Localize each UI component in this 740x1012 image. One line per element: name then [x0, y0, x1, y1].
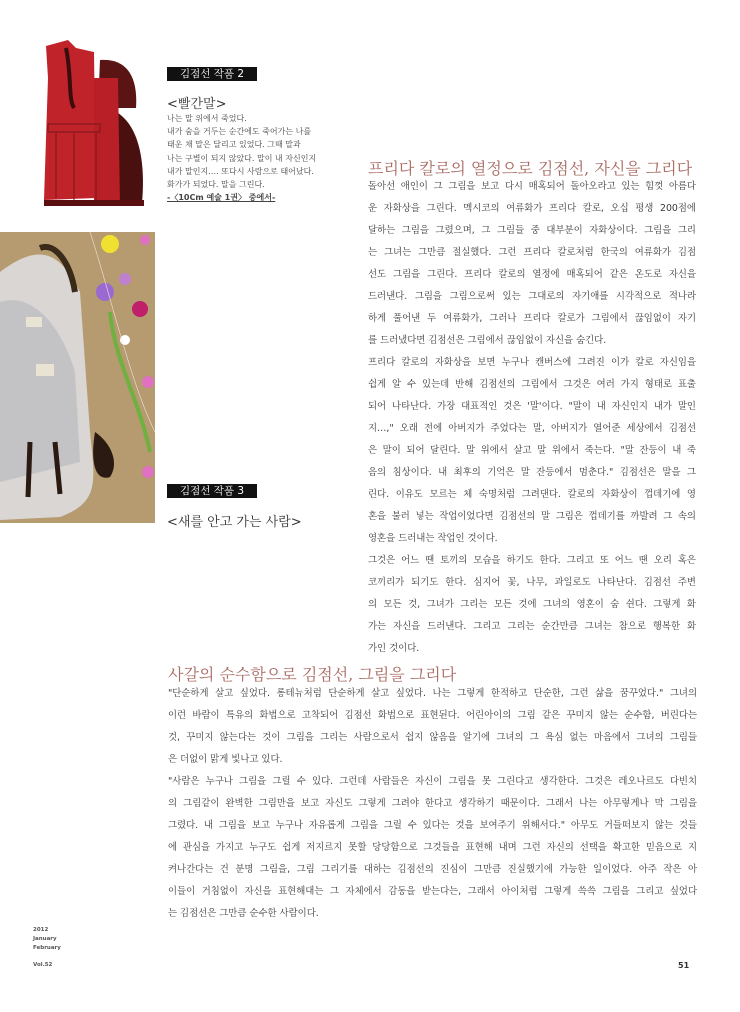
section2-body — [168, 683, 697, 925]
body-line: 혼을 불러 넣는 작업이었다면 김점선의 말 그림은 껍데기를 까발려 그 속의 — [368, 511, 696, 522]
poem-line: 내가 숨을 거두는 순간에도 죽어가는 나를 — [167, 127, 312, 137]
body-line: 의 그림같이 완벽한 그림만을 보고 자신도 그렇게 그려야 한다고 생각하기 때문이다. 그래서 나는 아무렇게나 막 그림을 — [168, 798, 697, 809]
body-line: 것, 꾸미지 않는다는 것이 그림을 그리는 사람으로서 쉽지 않음을 알기에 그녀의 그 욕심 없는 마음에서 그녀의 그림들 — [168, 732, 697, 743]
issue-month-2: February — [33, 945, 61, 951]
body-line: 켜나간다는 건 분명 그림을, 그림 그리기를 대하는 김점선의 진심이 그만큼 진실했기에 가능한 일이었다. 아주 작은 아 — [168, 864, 697, 875]
body-line: 코끼리가 되기도 한다. 심지어 꽃, 나무, 과일로도 나타난다. 김점선 주변 — [368, 577, 696, 588]
artwork2-poem — [167, 112, 316, 204]
body-line: 운 자화상을 그린다. 멕시코의 여류화가 프리다 칼로, 오십 평생 200점에 — [368, 203, 696, 214]
body-line: 에 관심을 가지고 누구도 쉽게 저지르지 못할 당당함으로 그것들을 표현해 내며 그런 자신의 선택을 확고한 믿음으로 지 — [168, 842, 697, 853]
body-line: 드러낸다. 그림을 그림으로써 있는 그대로의 자기애를 시각적으로 적나라 — [368, 291, 696, 302]
section2-heading: 사갈의 순수함으로 김점선, 그림을 그리다 — [168, 665, 457, 684]
body-line: 그렸다. 내 그림을 보고 누구나 자유롭게 그림을 그릴 수 있다는 것을 보여주기 위해서다." 아무도 거들떠보지 않는 것들 — [168, 820, 697, 831]
body-line: 이들이 거침없이 자신을 표현해대는 그 자체에서 감동을 받는다는, 그래서 아이처럼 그렇게 쓱쓱 그림을 그리고 싶었다 — [168, 886, 697, 897]
body-line: 의 모든 것, 그녀가 그리는 모든 것에 그녀의 영혼이 숨 쉰다. 그렇게 화 — [368, 599, 696, 610]
body-line: 달하는 그림을 그렸으며, 그 그림들 중 대부분이 자화상이다. 그림을 그리 — [368, 225, 696, 236]
body-line: 를 드러냈다면 김점선은 그림에서 끊임없이 자신을 숨긴다. — [368, 335, 607, 346]
body-line: 은 더없이 맑게 빛나고 있다. — [168, 754, 283, 765]
body-line: 선도 그림을 그린다. 프리다 칼로의 열정에 매혹되어 같은 온도로 자신을 — [368, 269, 696, 280]
artwork-red-horse-image — [38, 38, 150, 210]
poem-line: 화가가 되었다. 말을 그린다. — [167, 180, 265, 190]
body-line: 쉽게 알 수 있는데 반해 김점선의 그림에서 그것은 여러 가지 형태로 표출 — [368, 379, 696, 390]
body-line: 음의 침상이다. 내 최후의 기억은 말 잔등에서 멈춘다." 김점선은 말을 그 — [368, 467, 696, 478]
page-number: 51 — [678, 961, 690, 970]
artwork-man-with-bird-image — [0, 232, 155, 523]
issue-volume: Vol.52 — [33, 962, 53, 968]
issue-info — [33, 926, 61, 970]
artwork3-label: 김점선 작품 3 — [167, 484, 257, 498]
body-line: 는 그녀는 그만큼 절실했다. 그런 프리다 칼로처럼 한국의 여류화가 김점 — [368, 247, 696, 258]
body-line: 돌아선 애인이 그 그림을 보고 다시 매혹되어 돌아오라고 있는 힘껏 아름다 — [368, 181, 696, 192]
body-line: 가는 자신을 드러낸다. 그리고 그리는 순간만큼 그녀는 참으로 행복한 화 — [368, 621, 696, 632]
body-line: 그것은 어느 땐 토끼의 모습을 하기도 한다. 그리고 또 어느 땐 오리 혹은 — [368, 555, 696, 566]
body-line: 영혼을 드러내는 작업인 것이다. — [368, 533, 498, 544]
body-line: 이런 바람이 특유의 화법으로 고착되어 김점선 화법으로 표현된다. 어린아이의 그림 같은 꾸미지 않는 순수함, 버린다는 — [168, 710, 697, 721]
section1-heading: 프리다 칼로의 열정으로 김점선, 자신을 그리다 — [368, 159, 693, 178]
body-line: 가인 것이다. — [368, 643, 420, 654]
body-line: "사람은 누구나 그림을 그릴 수 있다. 그런데 사람들은 자신이 그림을 못 그린다고 생각한다. 그것은 레오나르도 다빈치 — [168, 776, 697, 787]
poem-line: 내가 말인지…. 또다시 사람으로 태어났다. — [167, 166, 314, 176]
body-line: 은 말이 되어 달린다. 말 위에서 살고 말 위에서 죽는다. "말 잔등이 내 죽 — [368, 445, 696, 456]
body-line: 되어 나타난다. 가장 대표적인 것은 '말'이다. "말이 내 자신인지 내가 말인 — [368, 401, 696, 412]
body-line: 는 김점선은 그만큼 순수한 사람이다. — [168, 908, 319, 919]
issue-year: 2012 — [33, 927, 49, 933]
section1-body — [368, 176, 696, 660]
poem-line: 태운 채 말은 달리고 있었다. 그때 말과 — [167, 140, 301, 150]
artwork2-label: 김점선 작품 2 — [167, 67, 257, 81]
artwork2-title: <빨간말> — [167, 97, 227, 112]
poem-source: -〈10Cm 예술 1권〉 중에서- — [167, 193, 276, 203]
body-line: 지…," 오래 전에 아버지가 주었다는 말, 아버지가 열어준 세상에서 김점선 — [368, 423, 696, 434]
body-line: 프리다 칼로의 자화상을 보면 누구나 캔버스에 그려진 이가 칼로 자신임을 — [368, 357, 696, 368]
body-line: 하게 풀어낸 두 여류화가, 그러나 프리다 칼로가 그림에서 끊임없이 자기 — [368, 313, 696, 324]
artwork3-title: <새를 안고 가는 사람> — [167, 515, 302, 530]
poem-line: 나는 말 위에서 죽었다. — [167, 114, 247, 123]
issue-month-1: January — [33, 936, 57, 942]
poem-line: 나는 구별이 되지 않았다. 말이 내 자신인지 — [167, 153, 317, 163]
body-line: "단순하게 살고 싶었다. 롱테뉴처럼 단순하게 살고 싶었다. 나는 그렇게 한적하고 단순한, 그런 삶을 꿈꾸었다." 그녀의 — [168, 688, 697, 699]
body-line: 린다. 이유도 모르는 체 숙명처럼 그려댄다. 칼로의 자화상이 껍데기에 영 — [368, 489, 696, 500]
